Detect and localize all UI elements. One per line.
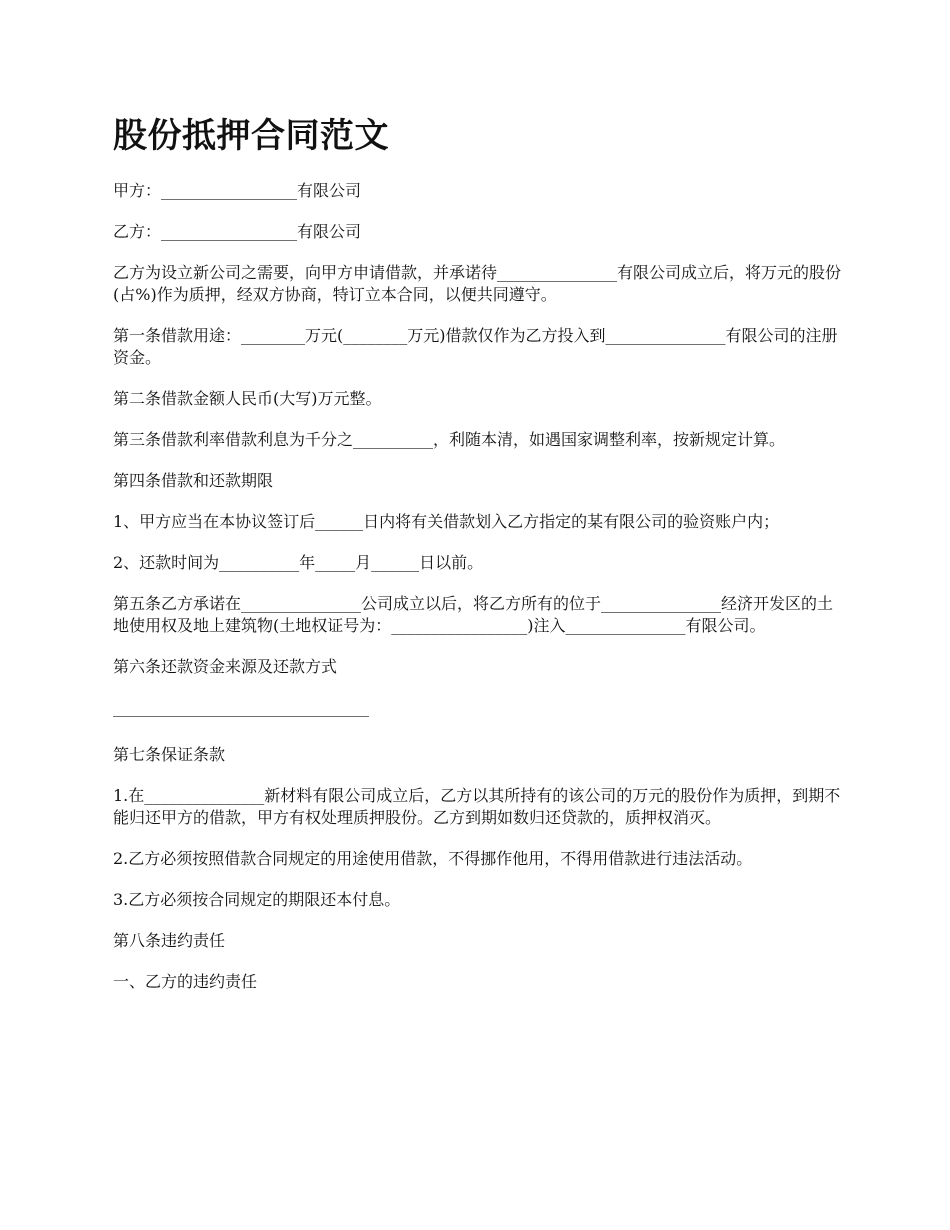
article-4-item-2: 2、还款时间为__________年_____月______日以前。 xyxy=(113,553,484,572)
party-b-line: 乙方：_________________有限公司 xyxy=(113,222,362,241)
article-7-item-2: 2.乙方必须按照借款合同规定的用途使用借款，不得挪作他用，不得用借款进行违法活动。 xyxy=(113,849,753,868)
article-6-heading: 第六条还款资金来源及还款方式 xyxy=(113,657,338,676)
preamble-paragraph: 乙方为设立新公司之需要，向甲方申请借款，并承诺待_______________有限公司成立后，将万元的股份(占%)作为质押，经双方协商，特订立本合同，以便共同遵守。 xyxy=(113,263,842,304)
article-4-item-1: 1、甲方应当在本协议签订后______日内将有关借款划入乙方指定的某有限公司的验资账户内； xyxy=(113,512,780,531)
article-8-sub-heading: 一、乙方的违约责任 xyxy=(113,972,258,991)
article-5-paragraph: 第五条乙方承诺在_______________公司成立以后，将乙方所有的位于_______________经济开发区的土地使用权及地上建筑物(土地权证号为：_________________)注入_______________有限公司。 xyxy=(113,594,834,635)
article-8-heading: 第八条违约责任 xyxy=(113,931,226,950)
article-7-item-1: 1.在_______________新材料有限公司成立后，乙方以其所持有的该公司的万元的股份作为质押，到期不能归还甲方的借款，甲方有权处理质押股份。乙方到期如数归还贷款的，质押权消灭。 xyxy=(113,786,841,827)
article-2-paragraph: 第二条借款金额人民币(大写)万元整。 xyxy=(113,389,382,408)
article-7-item-3: 3.乙方必须按合同规定的期限还本付息。 xyxy=(113,890,401,909)
article-3-paragraph: 第三条借款利率借款利息为千分之__________，利随本清，如遇国家调整利率，按新规定计算。 xyxy=(113,430,786,449)
article-6-blank-line: ________________________________ xyxy=(113,698,369,717)
document-page xyxy=(113,108,843,1012)
article-4-heading: 第四条借款和还款期限 xyxy=(113,471,274,490)
article-7-heading: 第七条保证条款 xyxy=(113,745,226,764)
article-1-paragraph: 第一条借款用途：________万元(________万元)借款仅作为乙方投入到_______________有限公司的注册资金。 xyxy=(113,326,838,367)
party-a-line: 甲方：_________________有限公司 xyxy=(113,181,362,200)
document-title: 股份抵押合同范文 xyxy=(113,116,389,156)
